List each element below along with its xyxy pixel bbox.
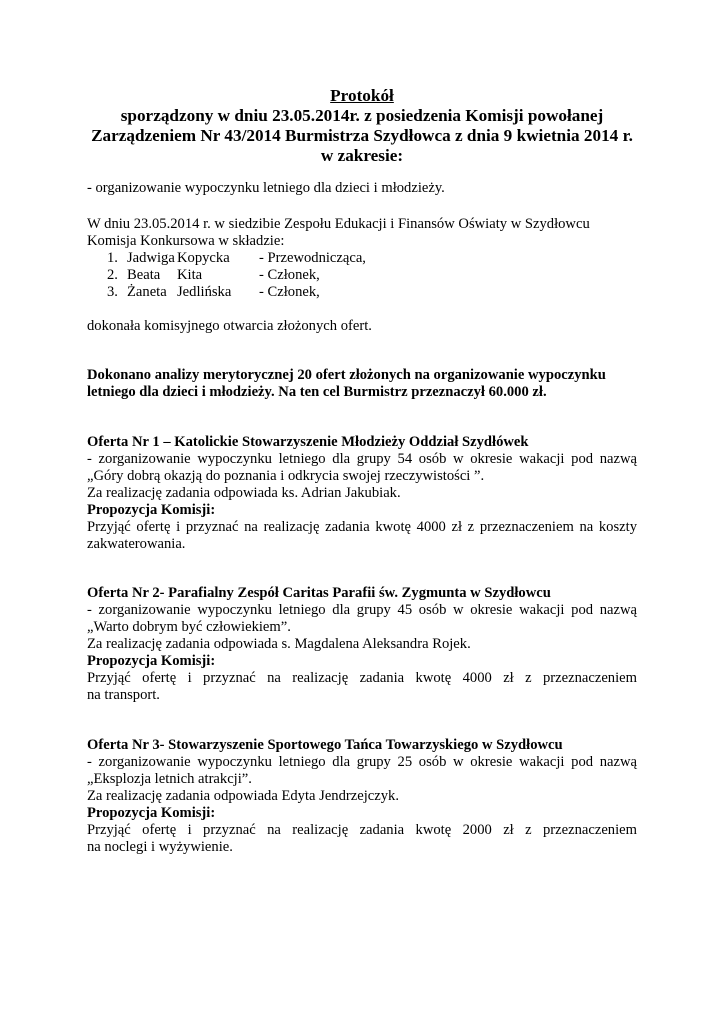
list-item <box>107 267 366 284</box>
offer-responsible: Za realizację zadania odpowiada Edyta Jendrzejczyk. <box>87 788 399 804</box>
offer-responsible: Za realizację zadania odpowiada s. Magdalena Aleksandra Rojek. <box>87 636 471 652</box>
member-first-name: Beata <box>127 267 161 283</box>
offer-1 <box>87 434 637 553</box>
member-last-name: Kita <box>177 267 203 283</box>
member-last-name: Jedlińska <box>177 284 232 300</box>
analysis-line-1: Dokonano analizy merytorycznej 20 ofert złożonych na organizowanie wypoczynku <box>87 367 606 383</box>
proposal-label: Propozycja Komisji: <box>87 805 216 821</box>
proposal-line-1: Przyjąć ofertę i przyznać na realizację zadania kwotę 4000 zł z przeznaczeniem na koszty <box>87 519 637 535</box>
member-role: - Przewodnicząca, <box>259 250 366 266</box>
proposal-line-2: na noclegi i wyżywienie. <box>87 839 233 855</box>
member-number: 1. <box>107 250 118 266</box>
proposal-line-2: na transport. <box>87 687 160 703</box>
proposal-line-1: Przyjąć ofertę i przyznać na realizację zadania kwotę 4000 zł z przeznaczeniem <box>87 670 637 686</box>
member-last-name: Kopycka <box>177 250 230 266</box>
offer-description-line-1: - zorganizowanie wypoczynku letniego dla grupy 25 osób w okresie wakacji pod nazwą <box>87 754 637 770</box>
opening-text: dokonała komisyjnego otwarcia złożonych ofert. <box>87 318 372 334</box>
intro-line-1: W dniu 23.05.2014 r. w siedzibie Zespołu Edukacji i Finansów Oświaty w Szydłowcu <box>87 216 590 232</box>
list-item <box>107 250 366 267</box>
offer-description-line-2: „Góry dobrą okazją do poznania i odkrycia swojej rzeczywistości ”. <box>87 468 485 484</box>
offer-3 <box>87 737 637 856</box>
member-first-name: Żaneta <box>127 284 167 300</box>
offer-responsible: Za realizację zadania odpowiada ks. Adrian Jakubiak. <box>87 485 401 501</box>
title-line-4: w zakresie: <box>320 146 404 165</box>
title-line-3: Zarządzeniem Nr 43/2014 Burmistrza Szydłowca z dnia 9 kwietnia 2014 r. <box>91 126 633 145</box>
proposal-label: Propozycja Komisji: <box>87 502 216 518</box>
scope-text: - organizowanie wypoczynku letniego dla dzieci i młodzieży. <box>87 180 445 196</box>
intro-line-2: Komisja Konkursowa w składzie: <box>87 233 285 249</box>
committee-members-list <box>107 250 366 301</box>
analysis-paragraph <box>87 367 637 401</box>
title-line-2: sporządzony w dniu 23.05.2014r. z posiedzenia Komisji powołanej <box>120 106 604 125</box>
analysis-line-2: letniego dla dzieci i młodzieży. Na ten cel Burmistrz przeznaczył 60.000 zł. <box>87 384 547 400</box>
offer-description-line-1: - zorganizowanie wypoczynku letniego dla grupy 54 osób w okresie wakacji pod nazwą <box>87 451 637 467</box>
member-first-name: Jadwiga <box>127 250 175 266</box>
document-title: Protokół <box>330 86 394 105</box>
offer-heading: Oferta Nr 3- Stowarzyszenie Sportowego Tańca Towarzyskiego w Szydłowcu <box>87 737 563 753</box>
proposal-label: Propozycja Komisji: <box>87 653 216 669</box>
offer-heading: Oferta Nr 2- Parafialny Zespół Caritas Parafii św. Zygmunta w Szydłowcu <box>87 585 551 601</box>
offer-description-line-2: „Eksplozja letnich atrakcji”. <box>87 771 252 787</box>
offer-description-line-1: - zorganizowanie wypoczynku letniego dla grupy 45 osób w okresie wakacji pod nazwą <box>87 602 637 618</box>
list-item <box>107 284 366 301</box>
offer-2 <box>87 585 637 704</box>
member-number: 2. <box>107 267 118 283</box>
document-title-block <box>60 86 664 166</box>
member-number: 3. <box>107 284 118 300</box>
offer-heading: Oferta Nr 1 – Katolickie Stowarzyszenie Młodzieży Oddział Szydłówek <box>87 434 529 450</box>
member-role: - Członek, <box>259 284 320 300</box>
member-role: - Członek, <box>259 267 320 283</box>
intro-paragraph <box>87 216 637 250</box>
proposal-line-1: Przyjąć ofertę i przyznać na realizację zadania kwotę 2000 zł z przeznaczeniem <box>87 822 637 838</box>
proposal-line-2: zakwaterowania. <box>87 536 186 552</box>
offer-description-line-2: „Warto dobrym być człowiekiem”. <box>87 619 291 635</box>
